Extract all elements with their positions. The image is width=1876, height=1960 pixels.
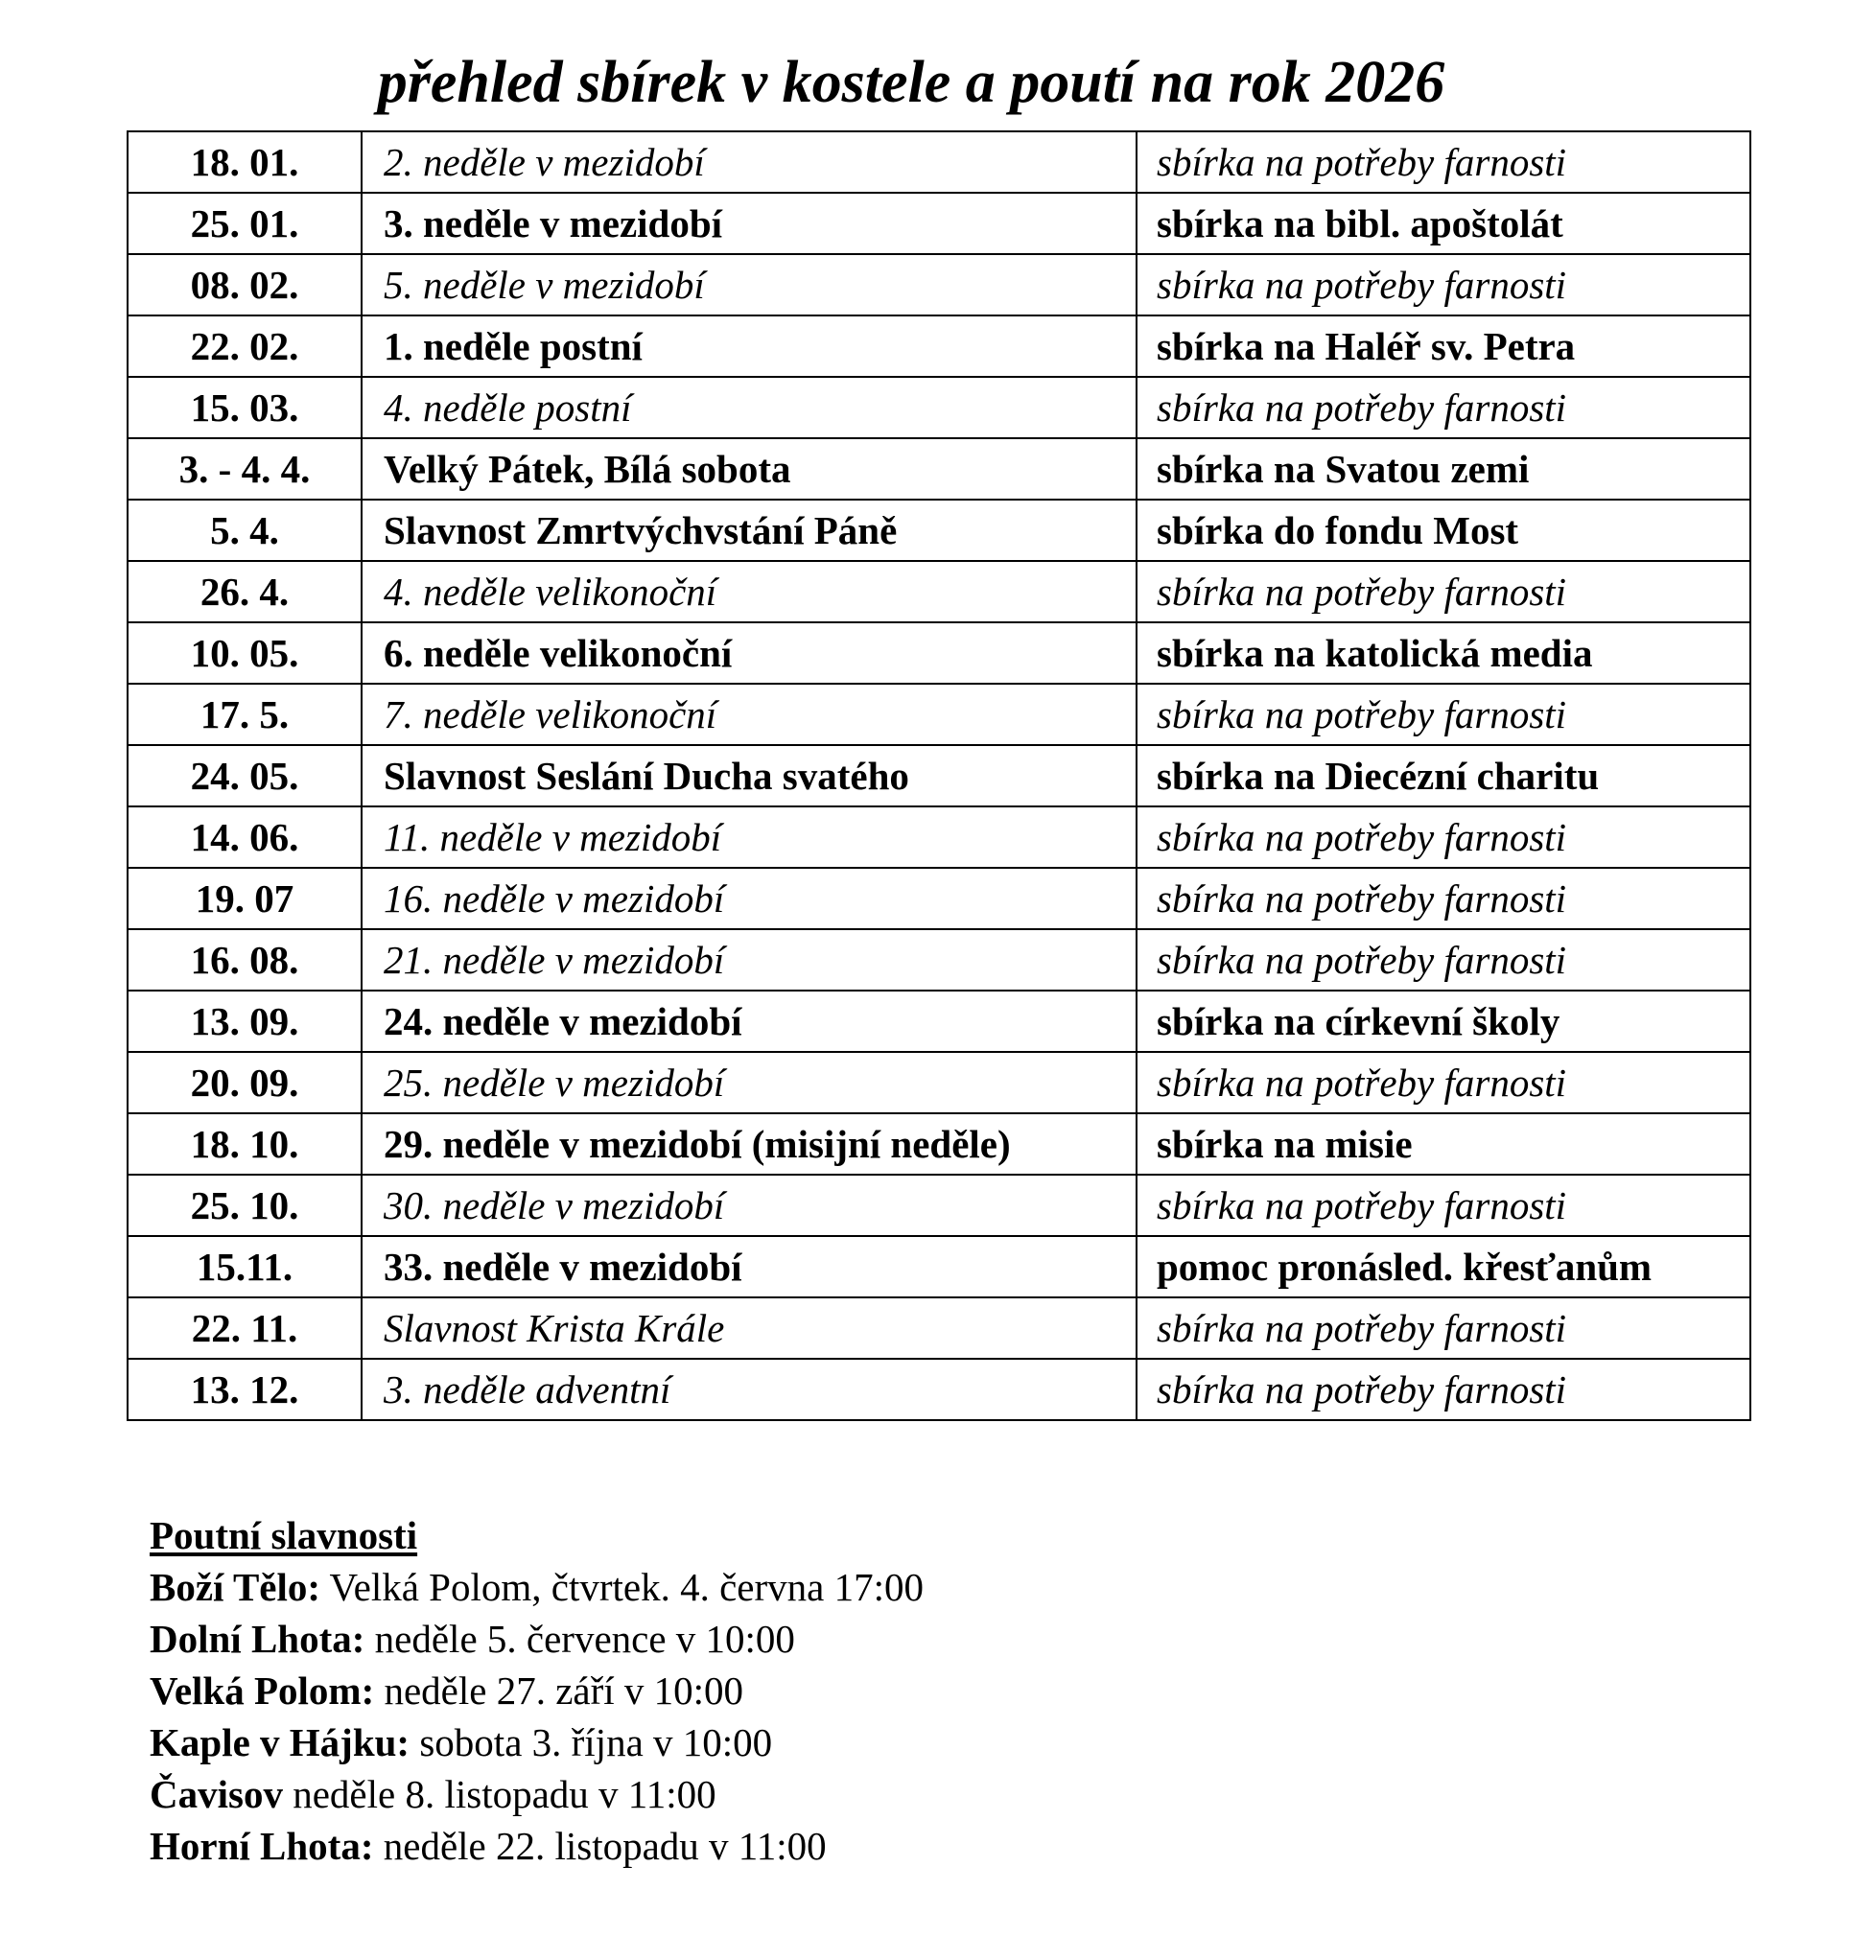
collection-cell: sbírka na potřeby farnosti xyxy=(1137,868,1750,929)
date-cell: 10. 05. xyxy=(128,622,362,684)
occasion-cell: 4. neděle postní xyxy=(362,377,1137,438)
pilgrimage-list xyxy=(150,1561,924,1872)
pilgrimage-item xyxy=(150,1768,924,1820)
collection-cell: sbírka na potřeby farnosti xyxy=(1137,377,1750,438)
occasion-cell: 2. neděle v mezidobí xyxy=(362,131,1137,193)
table-row xyxy=(128,1297,1750,1359)
table-row xyxy=(128,500,1750,561)
collection-cell: pomoc pronásled. křesťanům xyxy=(1137,1236,1750,1297)
collection-cell: sbírka na potřeby farnosti xyxy=(1137,1359,1750,1420)
table-row xyxy=(128,438,1750,500)
collection-cell: sbírka na potřeby farnosti xyxy=(1137,929,1750,991)
date-cell: 3. - 4. 4. xyxy=(128,438,362,500)
date-cell: 17. 5. xyxy=(128,684,362,745)
pilgrimage-detail: neděle 22. listopadu v 11:00 xyxy=(373,1824,827,1868)
date-cell: 26. 4. xyxy=(128,561,362,622)
pilgrimage-place: Boží Tělo: xyxy=(150,1565,321,1609)
date-cell: 16. 08. xyxy=(128,929,362,991)
pilgrimage-item xyxy=(150,1613,924,1665)
date-cell: 13. 09. xyxy=(128,991,362,1052)
occasion-cell: Slavnost Krista Krále xyxy=(362,1297,1137,1359)
occasion-cell: 21. neděle v mezidobí xyxy=(362,929,1137,991)
occasion-cell: 16. neděle v mezidobí xyxy=(362,868,1137,929)
table-row xyxy=(128,622,1750,684)
collection-cell: sbírka na potřeby farnosti xyxy=(1137,1052,1750,1113)
date-cell: 25. 10. xyxy=(128,1175,362,1236)
occasion-cell: 5. neděle v mezidobí xyxy=(362,254,1137,315)
pilgrimage-detail: sobota 3. října v 10:00 xyxy=(410,1720,773,1764)
pilgrimage-item xyxy=(150,1820,924,1872)
pilgrimage-item xyxy=(150,1665,924,1716)
collection-cell: sbírka na potřeby farnosti xyxy=(1137,684,1750,745)
pilgrimage-item xyxy=(150,1561,924,1613)
occasion-cell: 4. neděle velikonoční xyxy=(362,561,1137,622)
pilgrimage-item xyxy=(150,1716,924,1768)
table-row xyxy=(128,193,1750,254)
table-row xyxy=(128,929,1750,991)
date-cell: 24. 05. xyxy=(128,745,362,806)
pilgrimage-section xyxy=(150,1509,924,1872)
occasion-cell: 30. neděle v mezidobí xyxy=(362,1175,1137,1236)
page-title: přehled sbírek v kostele a poutí na rok 2026 xyxy=(377,50,1445,115)
collection-cell: sbírka na potřeby farnosti xyxy=(1137,561,1750,622)
table-row xyxy=(128,315,1750,377)
date-cell: 19. 07 xyxy=(128,868,362,929)
pilgrimage-place: Čavisov xyxy=(150,1772,283,1816)
table-row xyxy=(128,254,1750,315)
collection-cell: sbírka na Diecézní charitu xyxy=(1137,745,1750,806)
date-cell: 22. 02. xyxy=(128,315,362,377)
collection-cell: sbírka na potřeby farnosti xyxy=(1137,254,1750,315)
date-cell: 14. 06. xyxy=(128,806,362,868)
table-row xyxy=(128,684,1750,745)
collections-table xyxy=(127,130,1751,1421)
pilgrimage-heading: Poutní slavnosti xyxy=(150,1513,418,1557)
pilgrimage-detail: Velká Polom, čtvrtek. 4. června 17:00 xyxy=(320,1565,924,1609)
pilgrimage-place: Dolní Lhota: xyxy=(150,1617,365,1661)
collection-cell: sbírka na potřeby farnosti xyxy=(1137,806,1750,868)
collection-cell: sbírka na bibl. apoštolát xyxy=(1137,193,1750,254)
date-cell: 20. 09. xyxy=(128,1052,362,1113)
collection-cell: sbírka na potřeby farnosti xyxy=(1137,1297,1750,1359)
occasion-cell: 7. neděle velikonoční xyxy=(362,684,1137,745)
collection-cell: sbírka na Svatou zemi xyxy=(1137,438,1750,500)
occasion-cell: 3. neděle adventní xyxy=(362,1359,1137,1420)
date-cell: 5. 4. xyxy=(128,500,362,561)
table-row xyxy=(128,561,1750,622)
pilgrimage-place: Velká Polom: xyxy=(150,1668,375,1713)
occasion-cell: Velký Pátek, Bílá sobota xyxy=(362,438,1137,500)
table-row xyxy=(128,1175,1750,1236)
date-cell: 13. 12. xyxy=(128,1359,362,1420)
collection-cell: sbírka na Haléř sv. Petra xyxy=(1137,315,1750,377)
occasion-cell: 24. neděle v mezidobí xyxy=(362,991,1137,1052)
date-cell: 18. 01. xyxy=(128,131,362,193)
table-row xyxy=(128,1113,1750,1175)
date-cell: 08. 02. xyxy=(128,254,362,315)
occasion-cell: 11. neděle v mezidobí xyxy=(362,806,1137,868)
table-row xyxy=(128,806,1750,868)
pilgrimage-detail: neděle 27. září v 10:00 xyxy=(374,1668,744,1713)
occasion-cell: 1. neděle postní xyxy=(362,315,1137,377)
occasion-cell: 6. neděle velikonoční xyxy=(362,622,1137,684)
collection-cell: sbírka na církevní školy xyxy=(1137,991,1750,1052)
date-cell: 18. 10. xyxy=(128,1113,362,1175)
table-row xyxy=(128,377,1750,438)
occasion-cell: Slavnost Zmrtvýchvstání Páně xyxy=(362,500,1137,561)
pilgrimage-detail: neděle 8. listopadu v 11:00 xyxy=(282,1772,716,1816)
occasion-cell: 25. neděle v mezidobí xyxy=(362,1052,1137,1113)
pilgrimage-place: Kaple v Hájku: xyxy=(150,1720,410,1764)
collection-cell: sbírka do fondu Most xyxy=(1137,500,1750,561)
table-row xyxy=(128,745,1750,806)
table-row xyxy=(128,131,1750,193)
occasion-cell: 29. neděle v mezidobí (misijní neděle) xyxy=(362,1113,1137,1175)
date-cell: 15. 03. xyxy=(128,377,362,438)
collection-cell: sbírka na potřeby farnosti xyxy=(1137,1175,1750,1236)
date-cell: 22. 11. xyxy=(128,1297,362,1359)
table-row xyxy=(128,1359,1750,1420)
date-cell: 15.11. xyxy=(128,1236,362,1297)
pilgrimage-place: Horní Lhota: xyxy=(150,1824,374,1868)
pilgrimage-detail: neděle 5. července v 10:00 xyxy=(364,1617,795,1661)
table-row xyxy=(128,991,1750,1052)
table-row xyxy=(128,1052,1750,1113)
table-row xyxy=(128,868,1750,929)
date-cell: 25. 01. xyxy=(128,193,362,254)
occasion-cell: Slavnost Seslání Ducha svatého xyxy=(362,745,1137,806)
table-row xyxy=(128,1236,1750,1297)
collection-cell: sbírka na misie xyxy=(1137,1113,1750,1175)
collection-cell: sbírka na katolická media xyxy=(1137,622,1750,684)
occasion-cell: 33. neděle v mezidobí xyxy=(362,1236,1137,1297)
occasion-cell: 3. neděle v mezidobí xyxy=(362,193,1137,254)
collection-cell: sbírka na potřeby farnosti xyxy=(1137,131,1750,193)
